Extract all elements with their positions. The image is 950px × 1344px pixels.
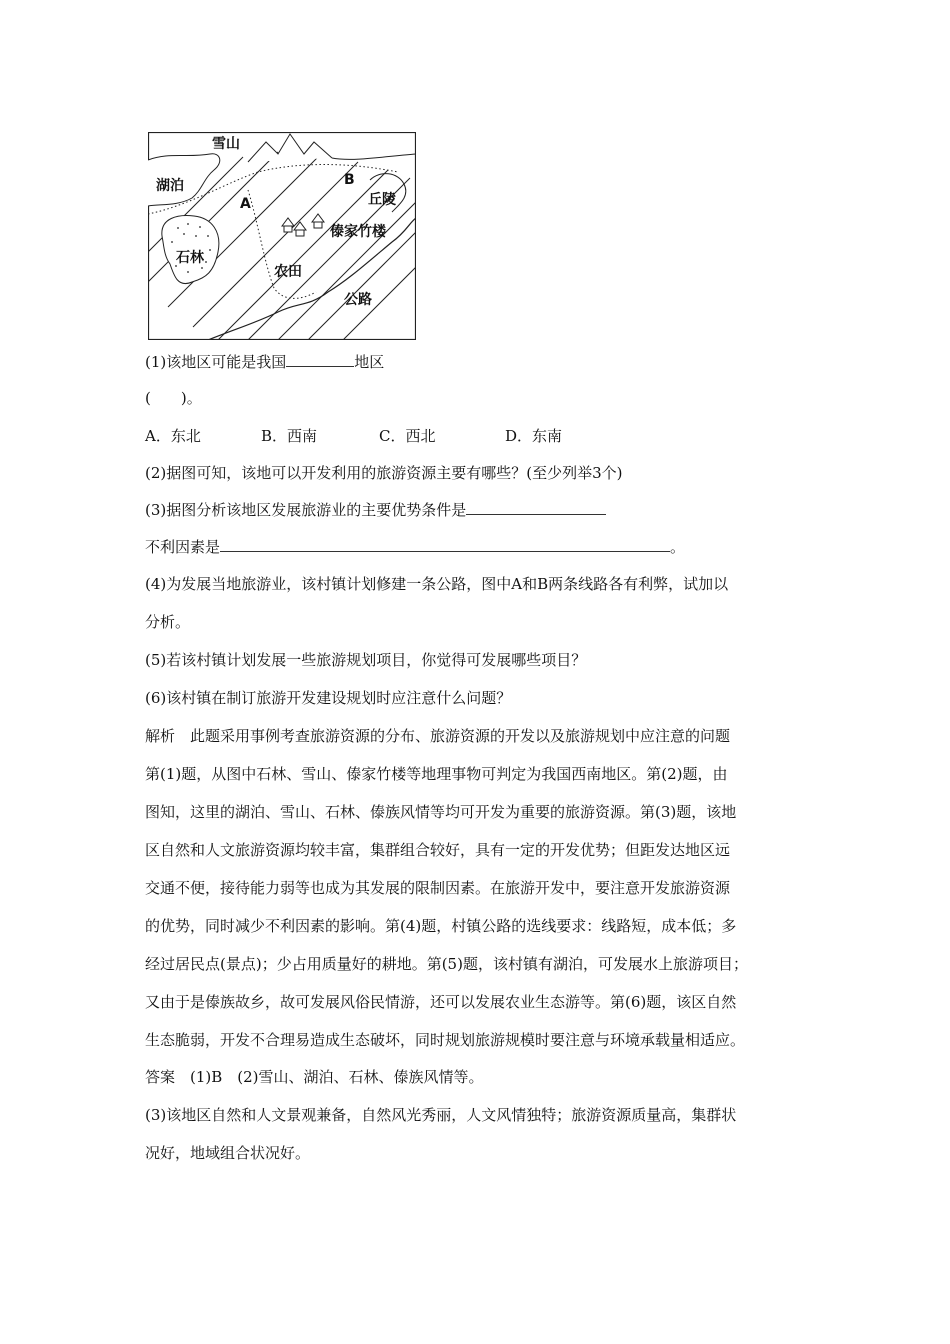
- question-3-line1: [145, 500, 606, 520]
- q1-stem-post: 地区: [354, 353, 385, 371]
- answer-line-2: (3)该地区自然和人文景观兼备，自然风光秀丽，人文风情独特；旅游资源质量高，集群状: [145, 1106, 737, 1124]
- analysis-line: 图知，这里的湖泊、雪山、石林、傣族风情等均可开发为重要的旅游资源。第(3)题，该地: [145, 803, 737, 821]
- q3-blank-1: [466, 500, 606, 515]
- label-route-a: A: [240, 196, 251, 212]
- q1-blank: [286, 352, 354, 367]
- label-snow-mountain: 雪山: [212, 136, 240, 152]
- q1-option-a: A．东北: [145, 427, 201, 445]
- q3-line1-text: (3)据图分析该地区发展旅游业的主要优势条件是: [145, 501, 467, 519]
- analysis-line: 交通不便，接待能力弱等也成为其发展的限制因素。在旅游开发中，要注意开发旅游资源: [145, 879, 731, 897]
- q3-line2-post: 。: [670, 538, 686, 556]
- answer-line-1: 答案 (1)B (2)雪山、湖泊、石林、傣族风情等。: [145, 1068, 484, 1086]
- analysis-line: 又由于是傣族故乡，故可发展风俗民情游，还可以发展农业生态游等。第(6)题，该区自然: [145, 993, 737, 1011]
- q3-line2-pre: 不利因素是: [145, 538, 221, 556]
- question-4-line2: 分析。: [145, 613, 191, 631]
- question-3-line2: [145, 537, 685, 557]
- tourism-map: [148, 132, 416, 340]
- q1-option-b: B．西南: [261, 427, 318, 445]
- question-4-line1: (4)为发展当地旅游业，该村镇计划修建一条公路，图中A和B两条线路各有利弊，试加以: [145, 575, 729, 593]
- analysis-line: 区自然和人文旅游资源均较丰富，集群组合较好，具有一定的开发优势；但距发达地区远: [145, 841, 731, 859]
- q1-stem-pre: (1)该地区可能是我国: [145, 353, 287, 371]
- analysis-line: 第(1)题，从图中石林、雪山、傣家竹楼等地理事物可判定为我国西南地区。第(2)题，由: [145, 765, 728, 783]
- q1-option-c: C．西北: [379, 427, 436, 445]
- label-dai-bamboo-houses: 傣家竹楼: [330, 224, 386, 240]
- q1-options: [145, 426, 562, 446]
- label-farmland: 农田: [274, 264, 302, 280]
- q3-blank-2: [220, 537, 670, 552]
- label-stone-forest: 石林: [176, 250, 204, 266]
- question-6: (6)该村镇在制订旅游开发建设规划时应注意什么问题？: [145, 689, 512, 707]
- label-lake: 湖泊: [156, 178, 184, 194]
- label-highway: 公路: [344, 292, 372, 308]
- question-5: (5)若该村镇计划发展一些旅游规划项目，你觉得可发展哪些项目？: [145, 651, 587, 669]
- label-hills: 丘陵: [368, 192, 396, 208]
- question-2: (2)据图可知，该地可以开发利用的旅游资源主要有哪些？(至少列举3个): [145, 464, 623, 482]
- analysis-line: 生态脆弱，开发不合理易造成生态破坏，同时规划旅游规模时要注意与环境承载量相适应。: [145, 1031, 746, 1049]
- q1-paren: ( )。: [145, 389, 202, 407]
- q1-option-d: D．东南: [505, 427, 563, 445]
- question-1: [145, 352, 384, 372]
- analysis-line: 解析 此题采用事例考查旅游资源的分布、旅游资源的开发以及旅游规划中应注意的问题: [145, 727, 731, 745]
- analysis-line: 经过居民点(景点)；少占用质量好的耕地。第(5)题，该村镇有湖泊，可发展水上旅游项目；: [145, 955, 748, 973]
- label-route-b: B: [344, 172, 355, 188]
- answer-line-3: 况好，地域组合状况好。: [145, 1144, 311, 1162]
- analysis-line: 的优势，同时减少不利因素的影响。第(4)题，村镇公路的选线要求：线路短，成本低；多: [145, 917, 737, 935]
